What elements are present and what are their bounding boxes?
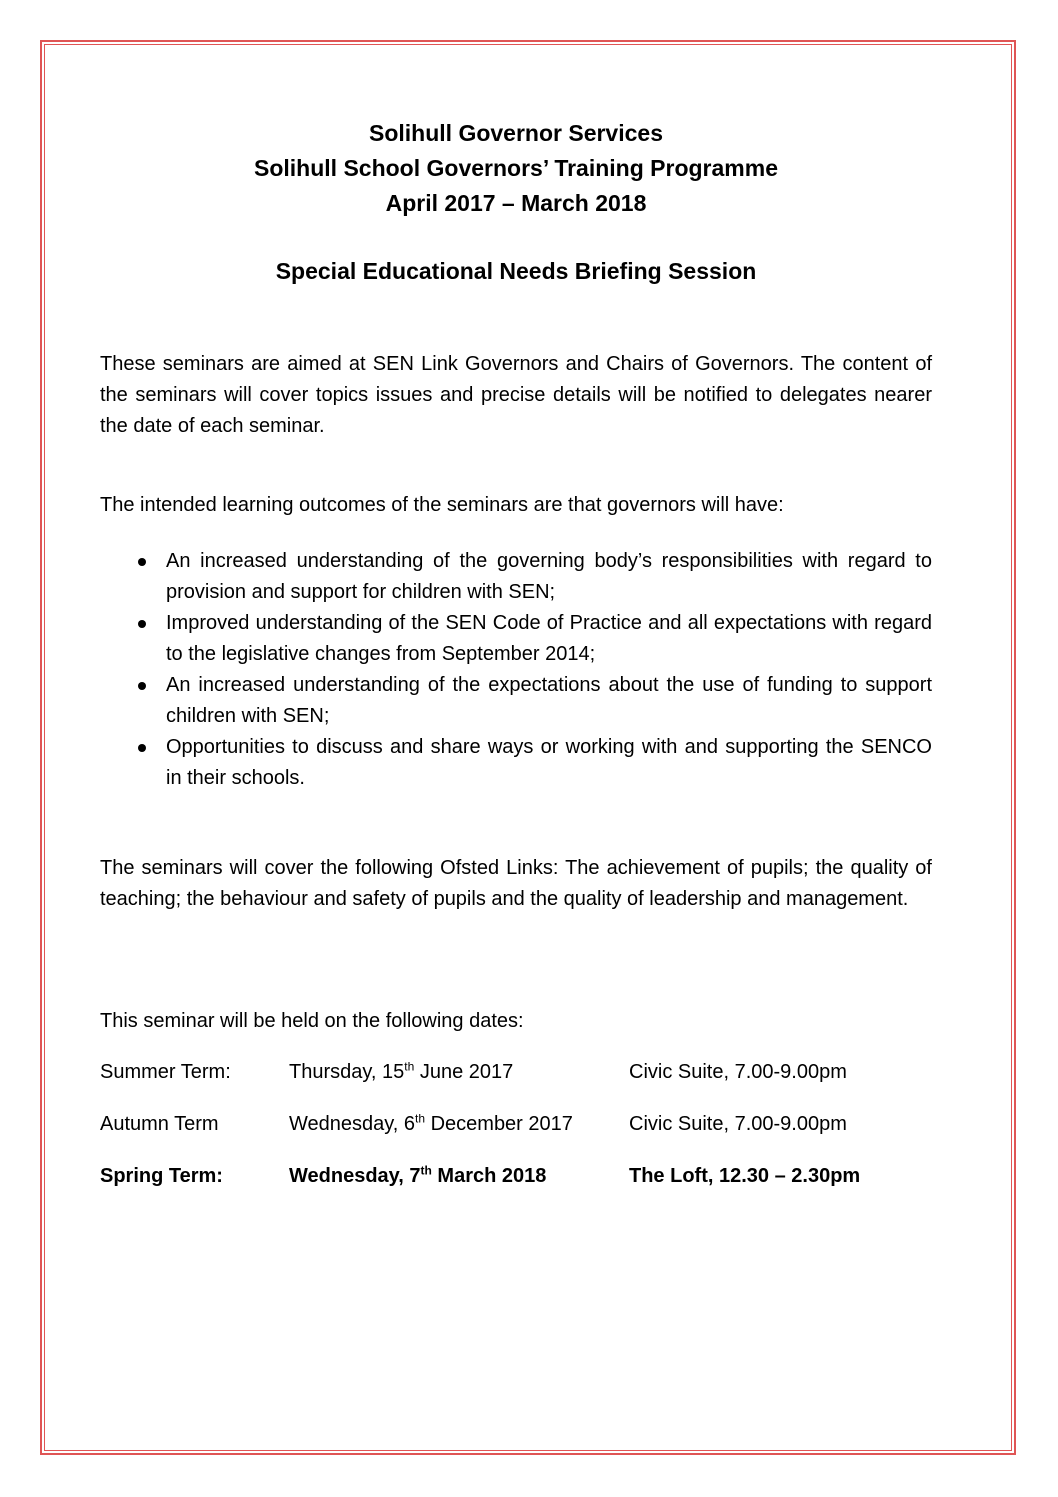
list-item-text: An increased understanding of the governing body’s responsibilities with regard to provision and support for children with SEN;: [166, 550, 932, 603]
intro-paragraph: These seminars are aimed at SEN Link Governors and Chairs of Governors. The content of the seminars will cover topics issues and precise details will be notified to delegates nearer the date of each seminar.: [100, 353, 932, 437]
list-item-text: Opportunities to discuss and share ways or working with and supporting the SENCO in their schools.: [166, 736, 932, 789]
session-date: [289, 1054, 513, 1090]
session-venue: Civic Suite, 7.00-9.00pm: [629, 1113, 847, 1135]
session-row-summer: [100, 1054, 960, 1106]
session-dates-table: [100, 1054, 960, 1210]
ofsted-paragraph: The seminars will cover the following Ofsted Links: The achievement of pupils; the quality of teaching; the behaviour and safety of pupils and the quality of leadership and management.: [100, 857, 932, 910]
session-title: Special Educational Needs Briefing Session: [275, 258, 757, 284]
header-organisation: Solihull Governor Services: [369, 120, 663, 146]
session-date-suffix: th: [415, 1111, 426, 1126]
session-row-spring: [100, 1158, 960, 1210]
session-date-day: Wednesday, 6: [289, 1113, 416, 1135]
header-period: April 2017 – March 2018: [385, 190, 647, 216]
session-venue: Civic Suite, 7.00-9.00pm: [629, 1061, 847, 1083]
session-term: Autumn Term: [100, 1113, 219, 1135]
session-date-suffix: th: [404, 1059, 415, 1074]
session-term: Spring Term:: [100, 1165, 223, 1187]
session-row-autumn: [100, 1106, 960, 1158]
document-header: [100, 116, 932, 221]
session-date: [289, 1106, 573, 1142]
list-item: [100, 670, 932, 732]
session-date-day: Thursday, 15: [289, 1061, 405, 1083]
list-item: [100, 546, 932, 608]
session-date-suffix: th: [420, 1163, 432, 1178]
header-programme: Solihull School Governors’ Training Programme: [254, 155, 778, 181]
outcomes-intro-paragraph: The intended learning outcomes of the seminars are that governors will have:: [100, 494, 784, 516]
list-item: [100, 608, 932, 670]
session-date: [289, 1158, 546, 1194]
session-venue: The Loft, 12.30 – 2.30pm: [629, 1165, 861, 1187]
bullet-icon: [138, 682, 146, 690]
list-item: [100, 732, 932, 794]
bullet-icon: [138, 744, 146, 752]
session-term: Summer Term:: [100, 1061, 231, 1083]
outcomes-list: [100, 546, 932, 794]
list-item-text: An increased understanding of the expectations about the use of funding to support children with SEN;: [166, 674, 932, 727]
session-date-month: March 2018: [431, 1165, 547, 1187]
session-date-month: December 2017: [425, 1113, 573, 1135]
bullet-icon: [138, 620, 146, 628]
session-date-day: Wednesday, 7: [289, 1165, 421, 1187]
list-item-text: Improved understanding of the SEN Code of Practice and all expectations with regard to the legislative changes from September 2014;: [166, 612, 932, 665]
bullet-icon: [138, 558, 146, 566]
session-date-month: June 2017: [414, 1061, 514, 1083]
dates-intro-paragraph: This seminar will be held on the following dates:: [100, 1010, 524, 1032]
